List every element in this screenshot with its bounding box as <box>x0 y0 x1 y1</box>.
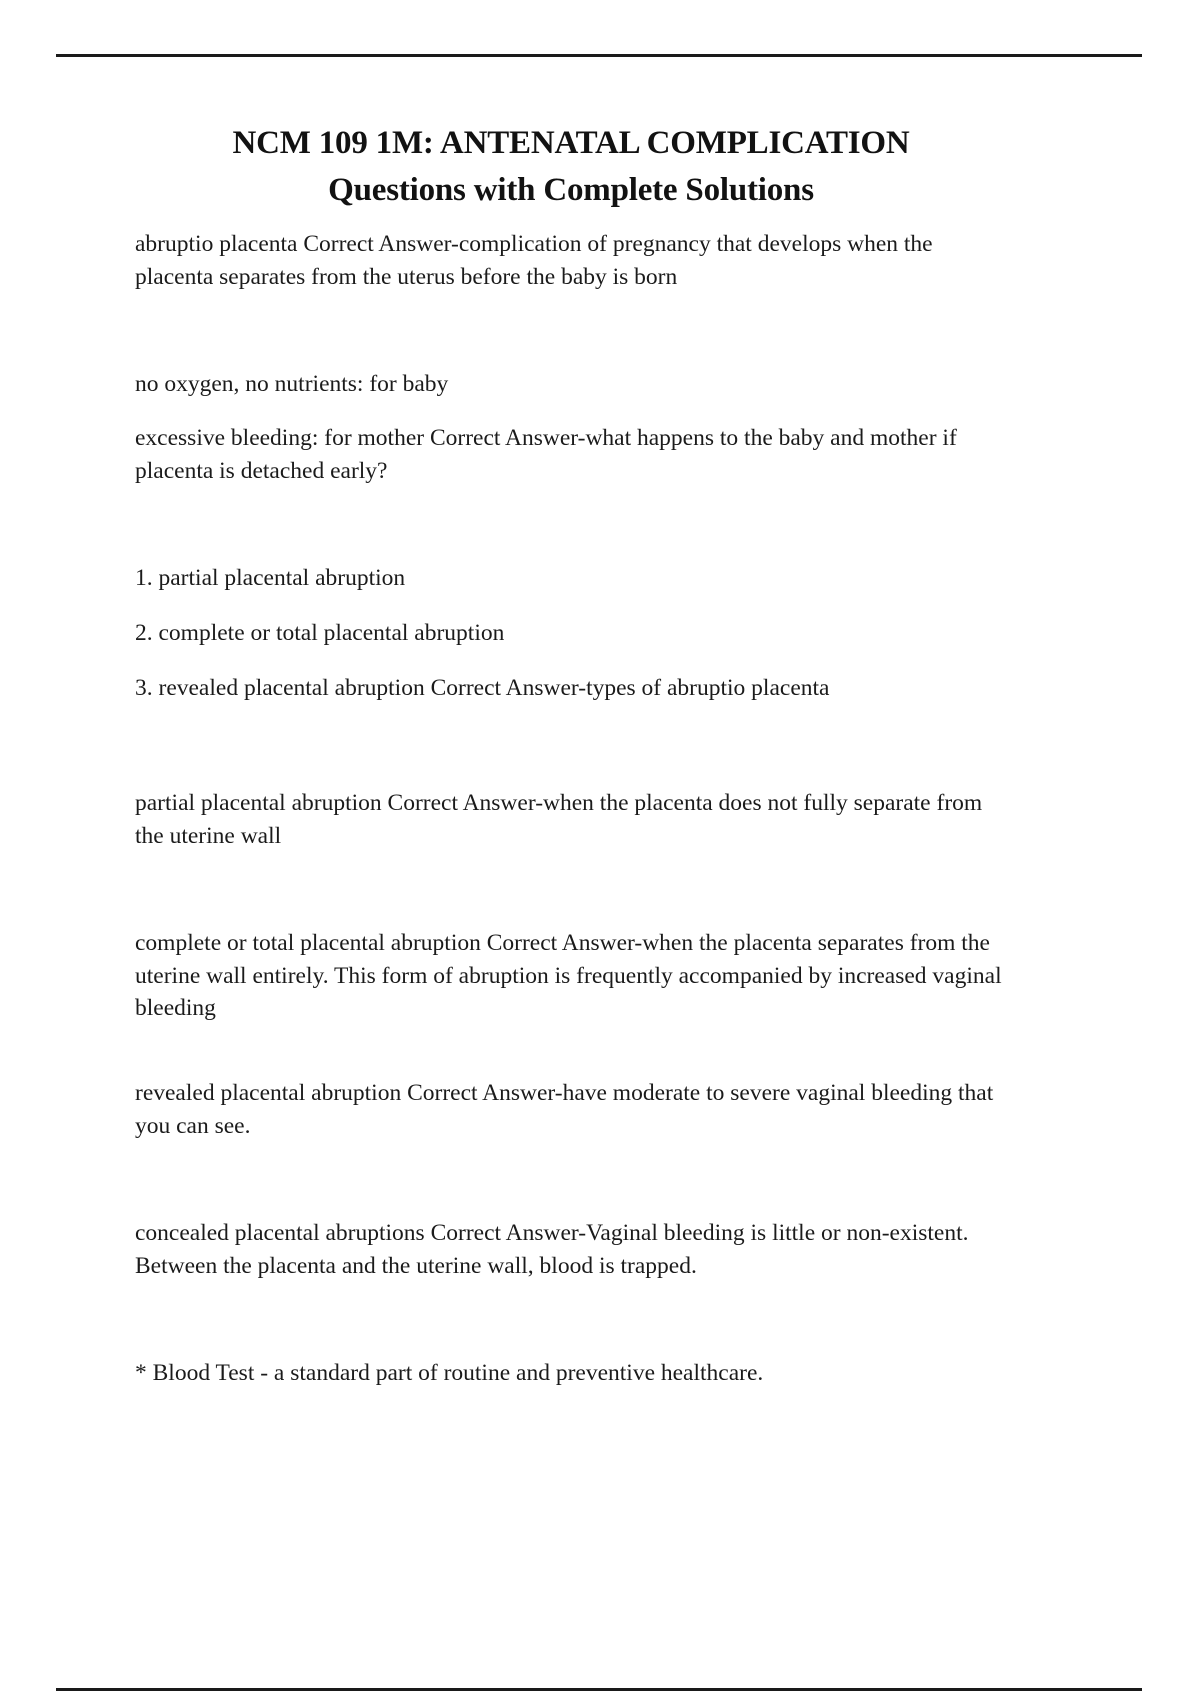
list-item-type-1-partial: 1. partial placental abruption <box>135 565 406 592</box>
footer-rule <box>56 1688 1142 1691</box>
spacer <box>135 1143 1007 1217</box>
spacer <box>135 650 1007 672</box>
spacer <box>135 400 1007 422</box>
paragraph-no-oxygen-no-nutrients: no oxygen, no nutrients: for baby <box>135 370 449 397</box>
spacer <box>135 294 1007 368</box>
paragraph-excessive-bleeding-mother: excessive bleeding: for mother Correct Answer-what happens to the baby and mother if placenta is detached early? <box>135 425 957 485</box>
paragraph-complete-abruption-definition: complete or total placental abruption Correct Answer-when the placenta separates from the uterine wall entirely. This form of abruption is frequently accompanied by increased vaginal bleeding <box>135 929 1002 1022</box>
spacer <box>135 595 1007 617</box>
page-title-line-2: Questions with Complete Solutions <box>328 171 814 208</box>
paragraph-blood-test-note: * Blood Test - a standard part of routine and preventive healthcare. <box>135 1359 764 1386</box>
spacer <box>135 853 1007 927</box>
spacer <box>135 1283 1007 1357</box>
paragraph-abruptio-placenta-definition: abruptio placenta Correct Answer-complication of pregnancy that develops when the placenta separates from the uterus before the baby is born <box>135 230 933 290</box>
document-content <box>135 120 1007 1390</box>
header-rule <box>56 54 1142 57</box>
page-title-line-1: NCM 109 1M: ANTENATAL COMPLICATION <box>232 125 910 161</box>
paragraph-concealed-abruption-definition: concealed placental abruptions Correct Answer-Vaginal bleeding is little or non-existent. Between the placenta and the uterine wall, blood is trapped. <box>135 1220 969 1279</box>
list-item-type-3-revealed: 3. revealed placental abruption Correct Answer-types of abruptio placenta <box>135 674 830 701</box>
spacer <box>135 705 1007 787</box>
page-title <box>135 120 1007 214</box>
spacer <box>135 488 1007 562</box>
spacer <box>135 1025 1007 1077</box>
paragraph-partial-abruption-definition: partial placental abruption Correct Answer-when the placenta does not fully separate from the uterine wall <box>135 789 983 849</box>
list-item-type-2-complete: 2. complete or total placental abruption <box>135 620 505 647</box>
paragraph-revealed-abruption-definition: revealed placental abruption Correct Answer-have moderate to severe vaginal bleeding that you can see. <box>135 1080 994 1140</box>
